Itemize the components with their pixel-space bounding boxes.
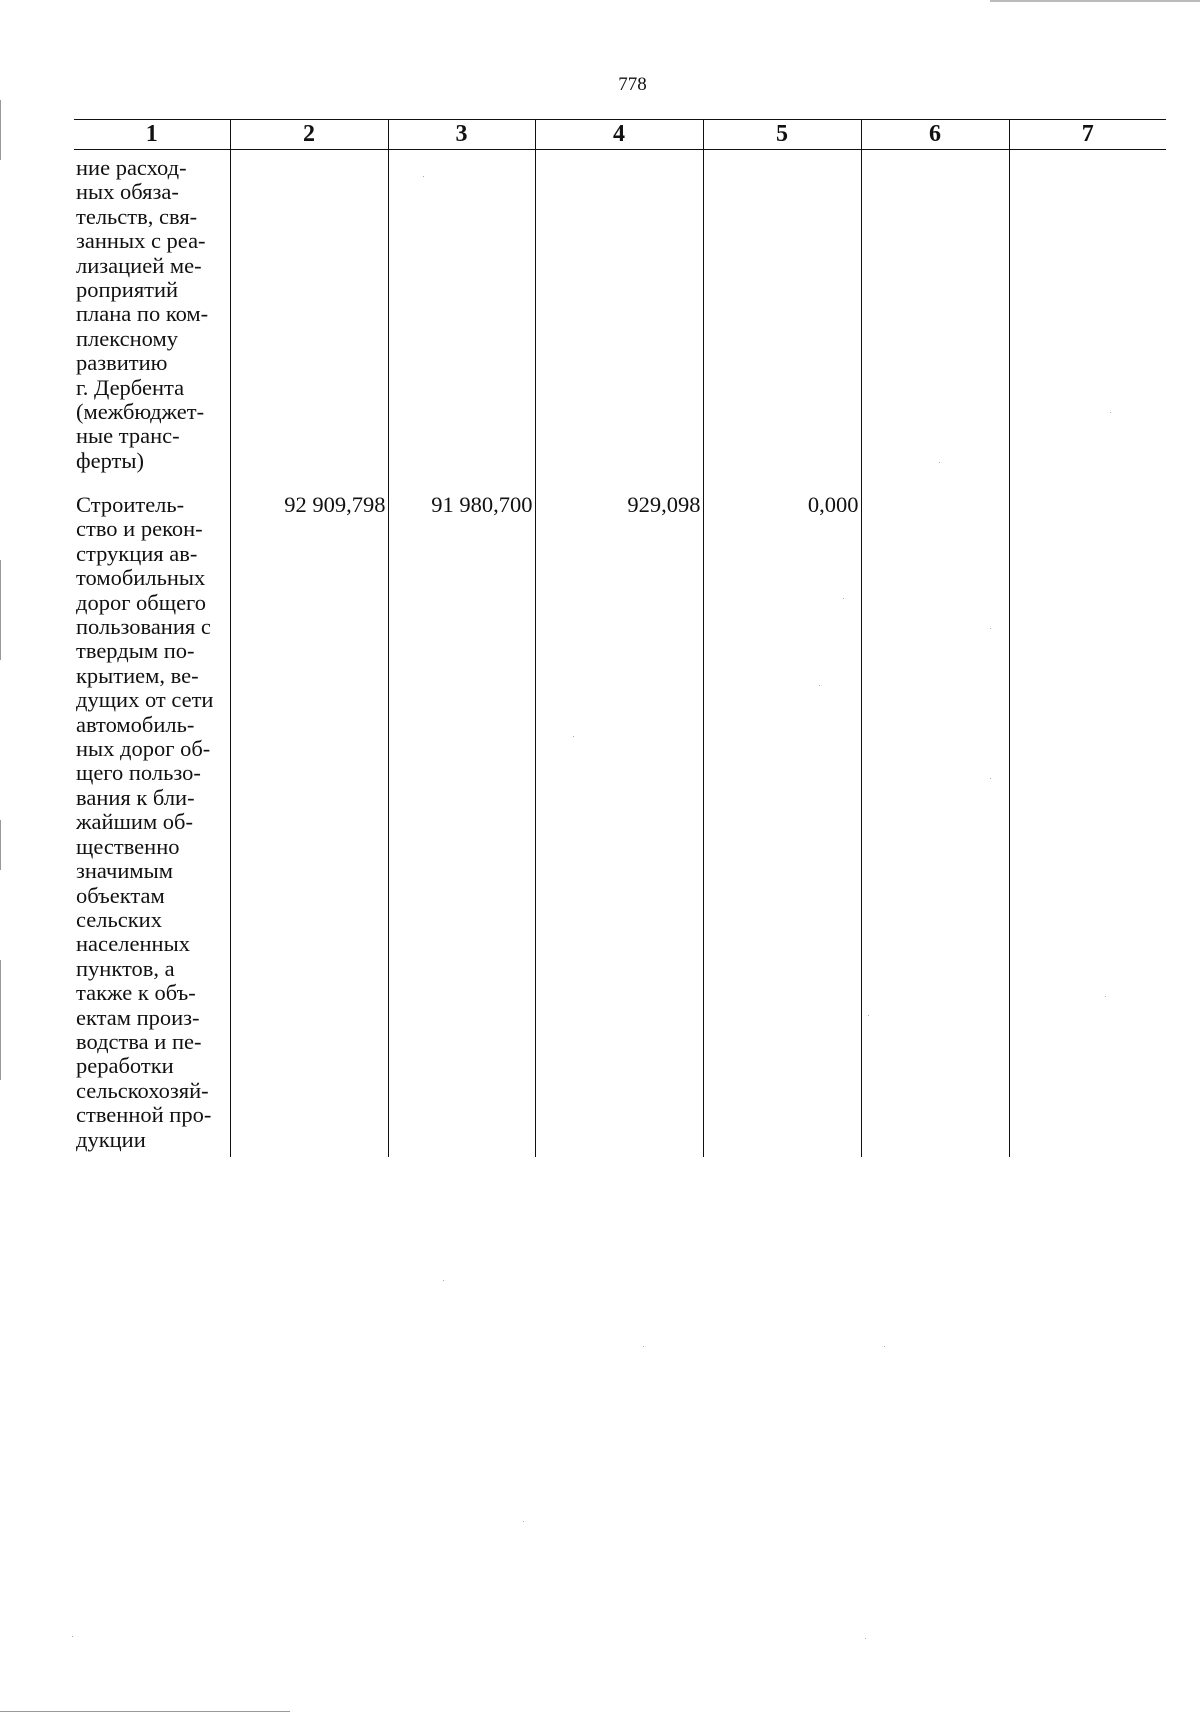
column-header: 3 <box>388 120 535 150</box>
value-cell <box>861 150 1009 487</box>
scan-speck <box>990 778 991 779</box>
value-cell <box>703 150 861 487</box>
budget-table <box>74 119 1166 1157</box>
value-cell <box>1009 150 1166 487</box>
value-cell: 92 909,798 <box>230 486 388 1157</box>
scan-speck <box>843 598 844 599</box>
scan-speck <box>819 685 820 686</box>
row-name-cell: Строитель- ство и рекон- струкция ав- томобильных дорог общего пользования с твердым по- крытием, ве- дущих от сети автомобиль- ных дорог об- щего пользо- вания к бли- жайшим об- щественно значимым объектам сельских населенных пунктов, а также к объ- ектам произ- водства и пе- реработки сельскохозяй- ственной про- дукции <box>76 492 214 1152</box>
value-cell: 929,098 <box>535 486 703 1157</box>
scan-edge-bottom <box>0 1711 290 1712</box>
scan-speck <box>523 1521 524 1522</box>
table-row <box>74 486 1166 1157</box>
value-cell <box>861 486 1009 1157</box>
value-cell <box>230 150 388 487</box>
value-cell: 91 980,700 <box>388 486 535 1157</box>
scan-speck <box>884 1346 885 1347</box>
column-header: 7 <box>1009 120 1166 150</box>
scan-edge-mark <box>0 820 1 870</box>
scan-edge-top <box>990 0 1200 2</box>
column-header: 5 <box>703 120 861 150</box>
column-header: 6 <box>861 120 1009 150</box>
scan-speck <box>573 736 574 737</box>
scan-edge-mark <box>0 960 1 1080</box>
table-row <box>74 150 1166 487</box>
value-cell <box>388 150 535 487</box>
value-cell <box>1009 486 1166 1157</box>
scan-speck <box>865 1638 866 1639</box>
scan-speck <box>868 1015 869 1016</box>
column-header: 2 <box>230 120 388 150</box>
value-cell: 0,000 <box>703 486 861 1157</box>
row-name-cell: ние расход- ных обяза- тельств, свя- занных с реа- лизацией ме- роприятий плана по ком- плексному развитию г. Дербента (межбюджет- ные транс- ферты) <box>76 155 209 473</box>
scan-speck <box>443 1280 444 1281</box>
scan-edge-mark <box>0 560 1 660</box>
page-number: 778 <box>618 74 647 95</box>
scan-speck <box>939 462 940 463</box>
scan-speck <box>990 628 991 629</box>
table-header-row <box>74 120 1166 150</box>
scan-speck <box>1110 412 1111 413</box>
value-cell <box>535 150 703 487</box>
scan-speck <box>423 176 424 177</box>
column-header: 4 <box>535 120 703 150</box>
scan-edge-mark <box>0 100 1 160</box>
scan-speck <box>1105 996 1106 997</box>
column-header: 1 <box>74 120 230 150</box>
scan-speck <box>643 1346 644 1347</box>
scan-speck <box>72 1636 73 1637</box>
